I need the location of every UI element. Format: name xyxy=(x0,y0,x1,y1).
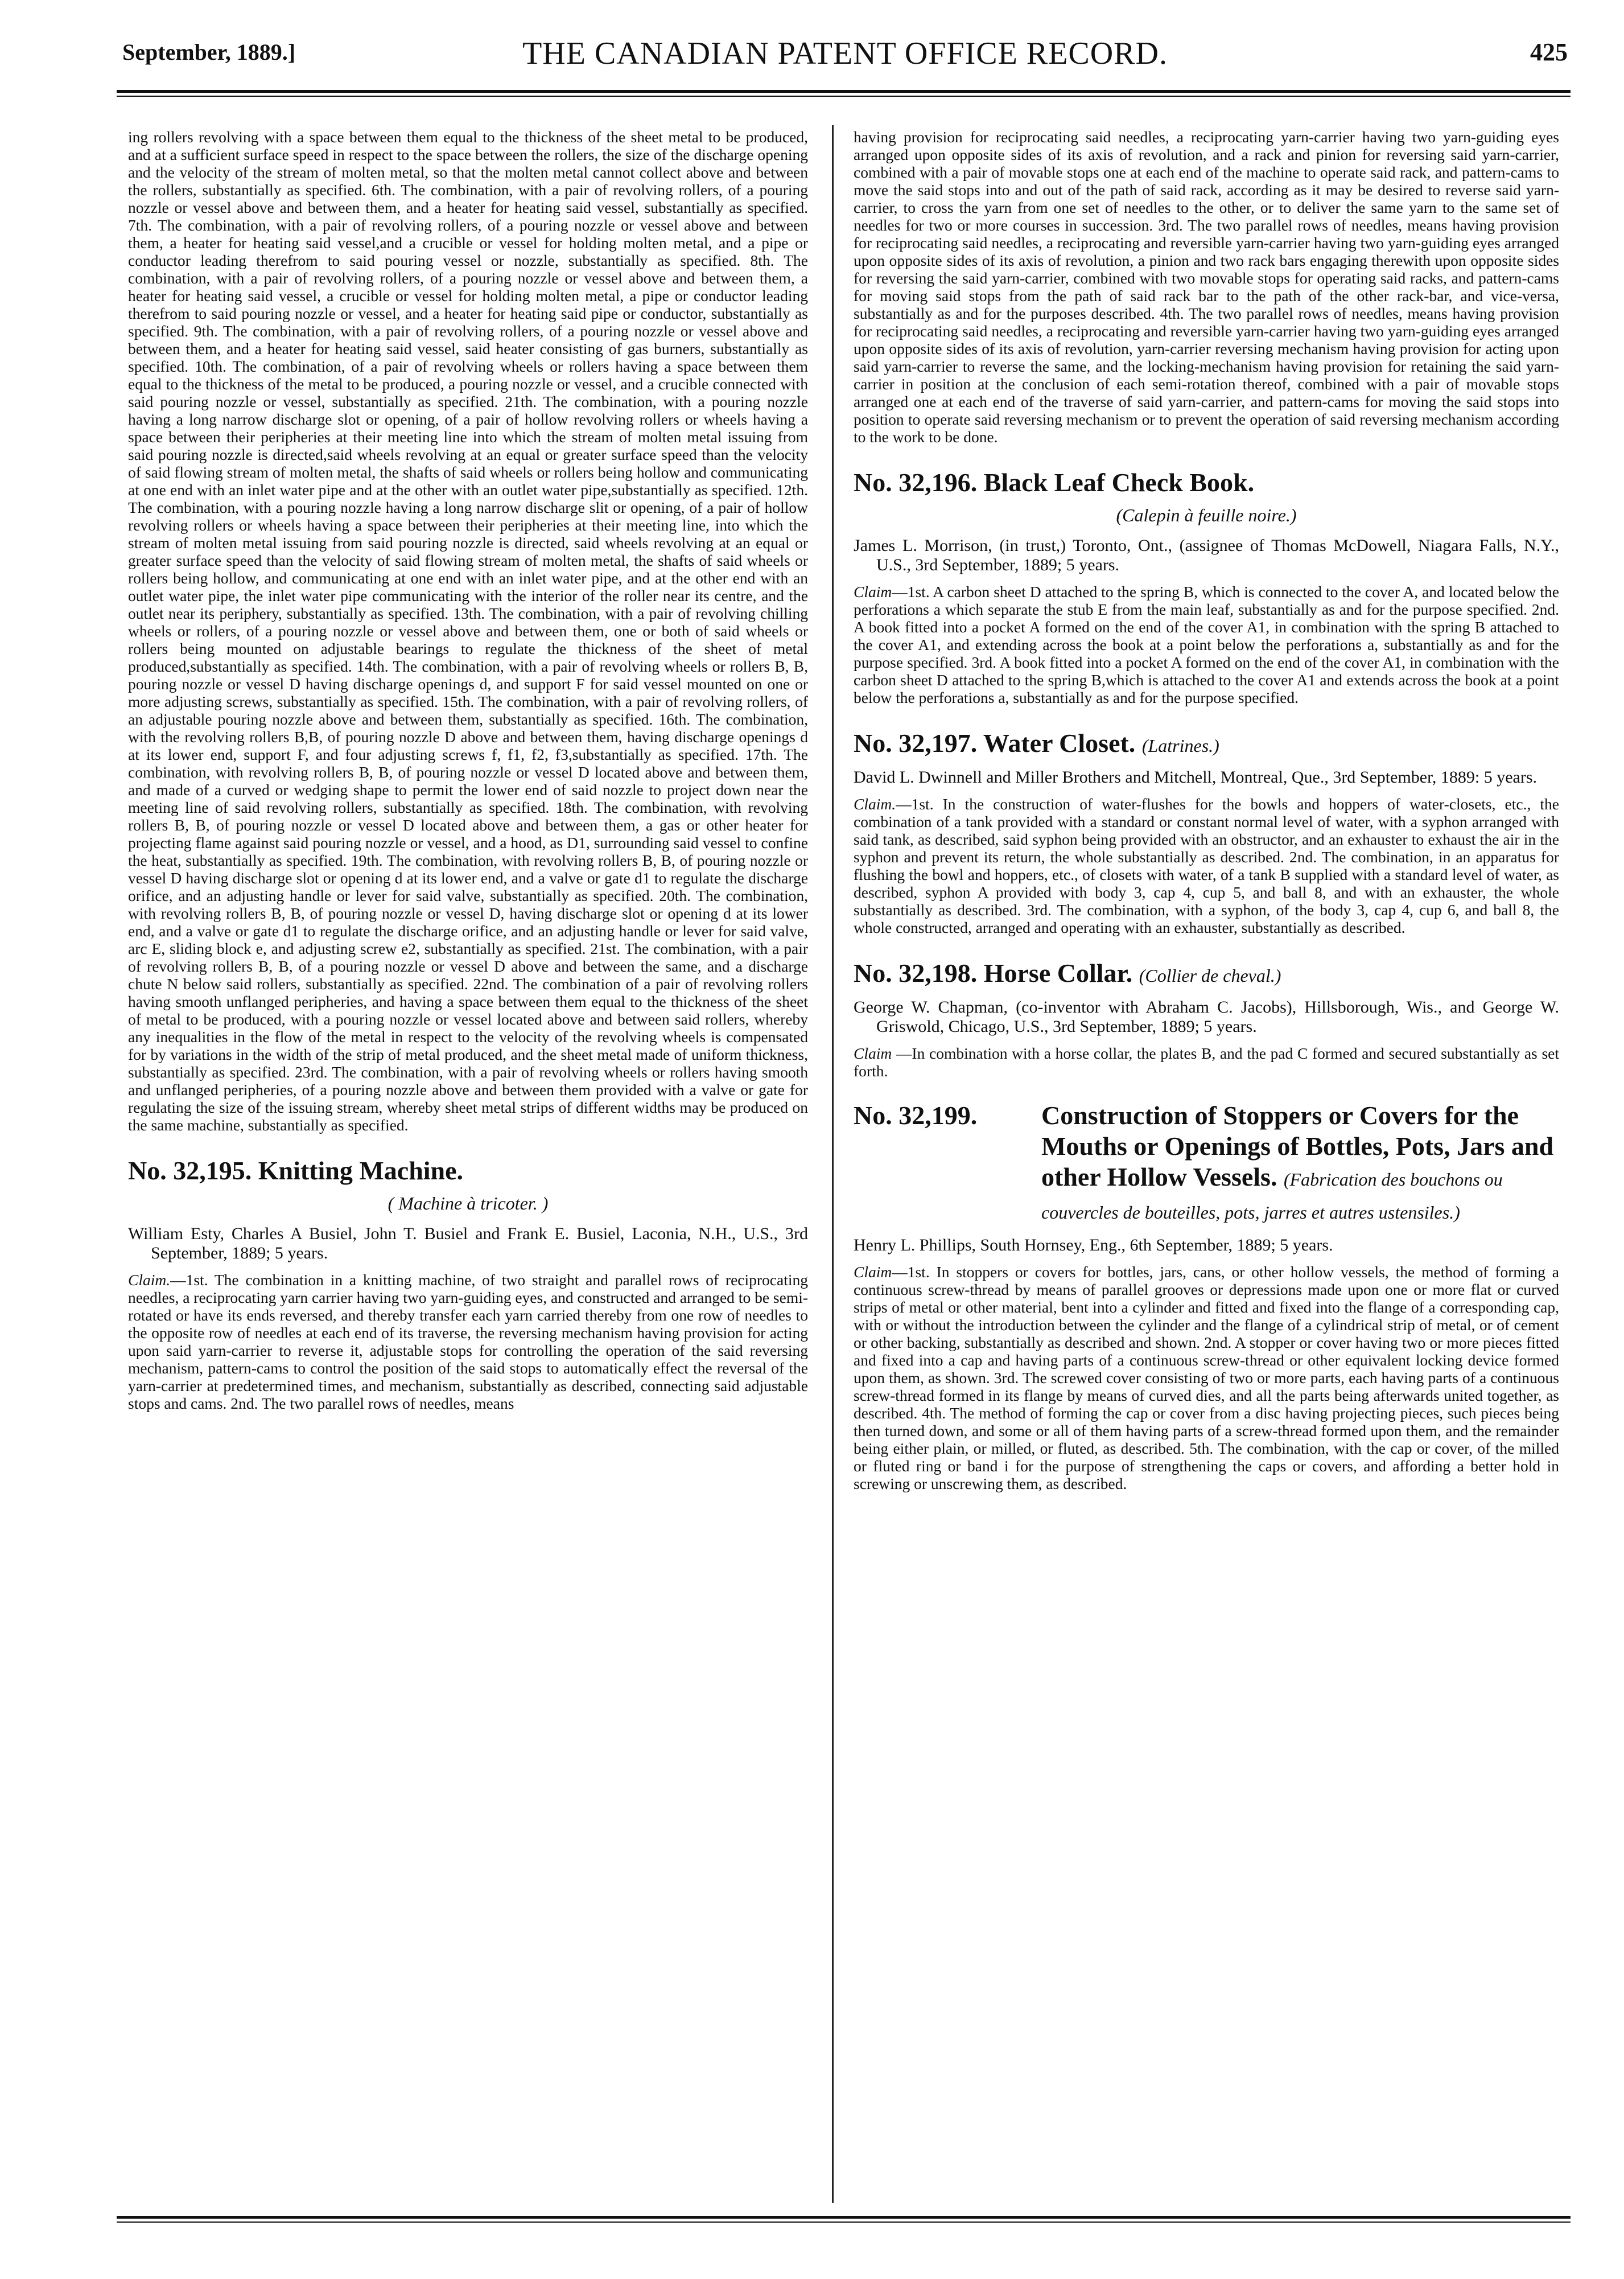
publication-title: THE CANADIAN PATENT OFFICE RECORD. xyxy=(522,36,1168,71)
patentee-line: William Esty, Charles A Busiel, John T. Busiel and Frank E. Busiel, Laconia, N.H., U.S., 3rd September, 1889; 5 years. xyxy=(128,1224,808,1262)
patent-32198 xyxy=(854,958,1559,1080)
patentee-line: David L. Dwinnell and Miller Brothers and Mitchell, Montreal, Que., 3rd September, 1889: 5 years. xyxy=(854,768,1538,787)
claim-label: Claim xyxy=(854,583,892,600)
claim-text xyxy=(854,583,1559,706)
claim-body: —1st. In the construction of water-flushes for the bowls and hoppers of water-closets, etc., the combination of a tank provided with a standard or constant normal level of water, with a syphon arranged with said tank, as described, said syphon being provided with an obstructor, and an exhauster to exhaust the air in the syphon and prevent its return, the whole substantially as described. 2nd. The combination, in an apparatus for flushing the bowl and hoppers, etc., of closets with water, of a tank B supplied with a standard level of water, as described, syphon A provided with body 3, cap 4, cup 5, and ball 8, and with an exhauster, the whole substantially as described. 3rd. The combination, with a syphon, of the body 3, cap 4, cup 6, and ball 8, the whole constructed, arranged and operating with an exhauster, substantially as described. xyxy=(854,795,1559,936)
header-rule xyxy=(117,90,1571,93)
patent-heading-text: No. 32,198. Horse Collar. xyxy=(854,959,1133,988)
patent-heading-fr: (Collier de cheval.) xyxy=(1139,965,1281,986)
claim-text xyxy=(854,1263,1559,1492)
patent-32195 xyxy=(128,1155,808,1412)
right-column xyxy=(854,128,1559,1492)
footer-rule-thin xyxy=(117,2222,1571,2223)
patentee-line: Henry L. Phillips, South Hornsey, Eng., 6th September, 1889; 5 years. xyxy=(854,1236,1333,1254)
column-divider xyxy=(832,125,834,2203)
page-number: 425 xyxy=(1530,38,1568,66)
patent-title-text: Construction of Stoppers or Covers for the Mouths or Openings of Bottles, Pots, Jars and other Hollow Vessels. xyxy=(1041,1101,1554,1191)
patentee-line: George W. Chapman, (co-inventor with Abraham C. Jacobs), Hillsborough, Wis., and George W. Griswold, Chicago, U.S., 3rd September, 1889; 5 years. xyxy=(854,998,1559,1036)
patent-heading-text: No. 32,197. Water Closet. xyxy=(854,729,1136,758)
continued-claims-text: having provision for reciprocating said needles, a reciprocating yarn-carrier having two yarn-guiding eyes arranged upon opposite sides of its axis of revolution, and a rack and pinion for reversing said yarn-carrier, combined with a pair of movable stops one at each end of the machine to operate said rack, and pattern-cams to move the said stops into and out of the path of said rack, according as it may be desired to reverse said yarn-carrier, to cross the yarn from one set of needles to the other, or to deliver the same yarn to the same set of needles for two or more courses in succession. 3rd. The two parallel rows of needles, means having provision for reciprocating said needles, a reciprocating and reversible yarn-carrier having two yarn-guiding eyes arranged upon opposite sides of its axis of revolution, a pinion and two rack bars engaging therewith upon opposite sides for reversing the said yarn-carrier, combined with two movable stops for operating said racks, and pattern-cams for moving said stops from the path of said rack bar to the path of the other rack-bar, and vice-versa, substantially as and for the purposes described. 4th. The two parallel rows of needles, means having provision for reciprocating said needles, a reciprocating and reversible yarn-carrier having two yarn-guiding eyes arranged upon opposite sides of its axis of revolution, yarn-carrier reversing mechanism having provision for acting upon said yarn-carrier to reverse the same, and the locking-mechanism having provision for retaining the said yarn-carrier in position at the conclusion of each semi-rotation thereof, combined with a pair of movable stops arranged one at each end of the traverse of said yarn-carrier, and pattern-cams for moving the said stops into position to operate said reversing mechanism or to prevent the operation of said reversing mechanism according to the work to be done. xyxy=(854,128,1559,446)
header-rule-thin xyxy=(117,96,1571,97)
claim-body: —1st. In stoppers or covers for bottles, jars, cans, or other hollow vessels, the method of forming a continuous screw-thread by means of parallel grooves or depressions made upon one or more flat or curved strips of metal or other material, bent into a cylinder and fitted and fixed into the flange of a corresponding cap, with or without the introduction between the cylinder and the flange of a cylindrical strip of metal, or of cement or other backing, substantially as described and shown. 2nd. A stopper or cover having two or more pieces fitted and fixed into a cap and having parts of a continuous screw-thread or other equivalent locking device formed upon them, as shown. 3rd. The screwed cover consisting of two or more parts, each having parts of a continuous screw-thread formed in its flange by means of curved dies, and all the parts being afterwards united together, as described. 4th. The method of forming the cap or cover from a disc having projecting pieces, such pieces being then turned down, and some or all of them having parts of a screw-thread formed upon them, and the remainder being either plain, or milled, or fluted, as described. 5th. The combination, with the cap or cover, of the milled or fluted ring or band i for the purpose of strengthening the caps or covers, and affording a better hold in screwing or unscrewing them, as described. xyxy=(854,1263,1559,1492)
claim-text xyxy=(128,1271,808,1412)
patent-32197 xyxy=(854,728,1559,936)
claim-label: Claim xyxy=(854,1263,892,1281)
claim-body: —1st. The combination in a knitting machine, of two straight and parallel rows of reciprocating needles, a reciprocating yarn carrier having two yarn-guiding eyes, and constructed and arranged to be semi-rotated or have its ends reversed, and thereby transfer each yarn carried thereby from one row of needles to the opposite row of needles at each end of its traverse, the reversing mechanism having provision for acting upon said yarn-carrier to reverse it, adjustable stops for controlling the operation of the said reversing mechanism, pattern-cams to control the position of the said stops to automatically effect the reversal of the yarn-carrier at predetermined times, and mechanism, substantially as described, connecting said adjustable stops and cams. 2nd. The two parallel rows of needles, means xyxy=(128,1271,809,1412)
patentee-line: James L. Morrison, (in trust,) Toronto, Ont., (assignee of Thomas McDowell, Niagara Falls, N.Y., U.S., 3rd September, 1889; 5 years. xyxy=(854,536,1559,574)
claim-body: —1st. A carbon sheet D attached to the spring B, which is connected to the cover A, and located below the perforations a which separate the stub E from the main leaf, substantially as and for the purpose specified. 2nd. A book fitted into a pocket A formed on the end of the cover A1, in combination with the spring B attached to the cover A1, and extending across the book at a point below the perforations a, substantially as and for the purpose specified. 3rd. A book fitted into a pocket A formed on the end of the cover A1, in combination with the carbon sheet D attached to the spring B,which is attached to the cover A1 and extends across the book at a point below the perforations a, substantially as and for the purpose specified. xyxy=(854,583,1559,706)
left-column xyxy=(128,128,808,1412)
patent-subtitle-fr: ( Machine à tricoter. ) xyxy=(388,1193,549,1213)
claim-label: Claim xyxy=(854,1044,892,1062)
patent-heading xyxy=(854,728,1559,761)
patent-heading xyxy=(854,1100,1559,1228)
continued-claims-text: ing rollers revolving with a space between them equal to the thickness of the sheet metal to be produced, and at a sufficient surface speed in respect to the space between the rollers, the size of the discharge opening and the velocity of the stream of molten metal, so that the molten metal cannot collect above and between the rollers, substantially as specified. 6th. The combination, with a pair of revolving rollers, of a pouring nozzle or vessel above and between them, and a heater for heating said vessel, substantially as specified. 7th. The combination, with a pair of revolving rollers, of a pouring nozzle or vessel above and between them, a heater for heating said vessel,and a crucible or vessel for holding molten metal, and a pipe or conductor leading therefrom to said pouring vessel or nozzle, substantially as specified. 8th. The combination, with a pair of revolving rollers, of a pouring nozzle or vessel above and between them, a heater for heating said vessel, a crucible or vessel for holding molten metal, a pipe or conductor leading therefrom to said pouring nozzle or vessel, and a heater for heating said pipe or conductor, substantially as specified. 9th. The combination, with a pair of revolving rollers, of a pouring nozzle or vessel above and between them, and a heater for heating said vessel, said heater consisting of gas burners, substantially as specified. 10th. The combination, of a pair of revolving wheels or rollers having a space between them equal to the thickness of the metal to be produced, a pouring nozzle or vessel, and a crucible connected with said pouring nozzle or vessel, substantially as specified. 21th. The combination, with a pouring nozzle having a long narrow discharge slot or opening, of a pair of hollow revolving rollers or wheels having a space between their peripheries at their meeting line into which the stream of molten metal issuing from said pouring nozzle is directed,said wheels revolving at an equal or greater surface speed than the velocity of said flowing stream of molten metal, the shafts of said wheels or rollers being hollow and communicating at one end with an inlet water pipe and at the other with an outlet water pipe,substantially as specified. 12th. The combination, with a pouring nozzle having a long narrow discharge slit or opening, of a pair of hollow revolving rollers or wheels having a space between their peripheries at their meeting line, into which the stream of molten metal issuing from said pouring nozzle is directed, said wheels revolving at an equal or greater surface speed than the velocity of said flowing stream of molten metal, the shafts of said wheels or rollers being hollow, and communicating at one end with an inlet water pipe, and at the other end with an outlet water pipe, the inlet water pipe communicating with the interior of the roller near its centre, and the outlet near its periphery, substantially as specified. 13th. The combination, with a pair of revolving chilling wheels or rollers, of a pouring nozzle or vessel above and between them, one or both of said wheels or rollers being mounted on adjustable bearings to regulate the thickness of the sheet of metal produced,substantially as specified. 14th. The combination, with a pair of revolving wheels or rollers B, B, pouring nozzle or vessel D having discharge openings d, and support F for said vessel mounted on one or more adjusting screws, substantially as specified. 15th. The combination, with a pair of revolving rollers, of an adjustable pouring nozzle above and between them, substantially as specified. 16th. The combination, with the revolving rollers B,B, of pouring nozzle D above and between them, having discharge openings d at its lower end, support F, and four adjusting screws f, f1, f2, f3,substantially as specified. 17th. The combination, with revolving rollers B, B, of pouring nozzle or vessel D located above and between them, and made of a curved or wedging shape to permit the lower end of said nozzle to project down near the meeting line of said revolving rollers, substantially as specified. 18th. The combination, with revolving rollers B, B, of pouring nozzle or vessel D located above and between them, a gas or other heater for projecting flame against said pouring nozzle or vessel, and a hood, as D1, surrounding said vessel to confine the heat, substantially as specified. 19th. The combination, with revolving rollers B, B, of pouring nozzle or vessel D having discharge slot or opening d at its lower end, and a valve or gate d1 to regulate the discharge orifice, and an adjusting handle or lever for said valve, substantially as specified. 20th. The combination, with revolving rollers B, B, of pouring nozzle or vessel D, having discharge slot or opening d at its lower end, and a valve or gate d1 to regulate the discharge orifice, and an adjusting handle or lever for said valve, arc E, sliding block e, and adjusting screw e2, substantially as specified. 21st. The combination, with a pair of revolving rollers B, B, of a pouring nozzle or vessel D above and between the same, and a discharge chute N below said rollers, substantially as specified. 22nd. The combination of a pair of revolving rollers having smooth unflanged peripheries, and having a space between them equal to the thickness of the sheet of metal to be produced, with a pouring nozzle or vessel located above and between said rollers, whereby any inequalities in the flow of the metal in respect to the velocity of the revolving wheels is compensated for by variations in the width of the strip of metal produced, and the sheet metal made of uniform thickness, substantially as specified. 23rd. The combination, with a pair of revolving wheels or rollers having smooth and unflanged peripheries, of a pouring nozzle above and between them provided with a valve or gate for regulating the size of the issuing stream, whereby sheet metal strips of different widths may be produced on the same machine, substantially as specified. xyxy=(128,128,808,1134)
patent-heading: No. 32,195. Knitting Machine. xyxy=(128,1156,464,1185)
patent-title xyxy=(1041,1100,1559,1228)
patent-number: No. 32,199. xyxy=(854,1101,978,1130)
claim-text xyxy=(854,1044,1559,1080)
page-header xyxy=(122,35,1568,81)
patent-heading: No. 32,196. Black Leaf Check Book. xyxy=(854,468,1255,497)
claim-text xyxy=(854,795,1559,936)
footer-rule xyxy=(117,2216,1571,2219)
claim-label: Claim. xyxy=(128,1271,171,1289)
claim-body: —In combination with a horse collar, the plates B, and the pad C formed and secured substantially as set forth. xyxy=(854,1044,1559,1080)
claim-label: Claim. xyxy=(854,795,896,813)
issue-date: September, 1889.] xyxy=(122,39,296,65)
patent-32199 xyxy=(854,1100,1559,1492)
patent-32196 xyxy=(854,467,1559,706)
patent-title-fr: (Fabrication des bouchons ou couvercles de bouteilles, pots, jarres et autres ustensiles.) xyxy=(1041,1169,1503,1223)
patent-heading xyxy=(854,958,1559,991)
patent-heading-fr: (Latrines.) xyxy=(1141,735,1219,756)
patent-subtitle-fr: (Calepin à feuille noire.) xyxy=(1116,505,1297,525)
